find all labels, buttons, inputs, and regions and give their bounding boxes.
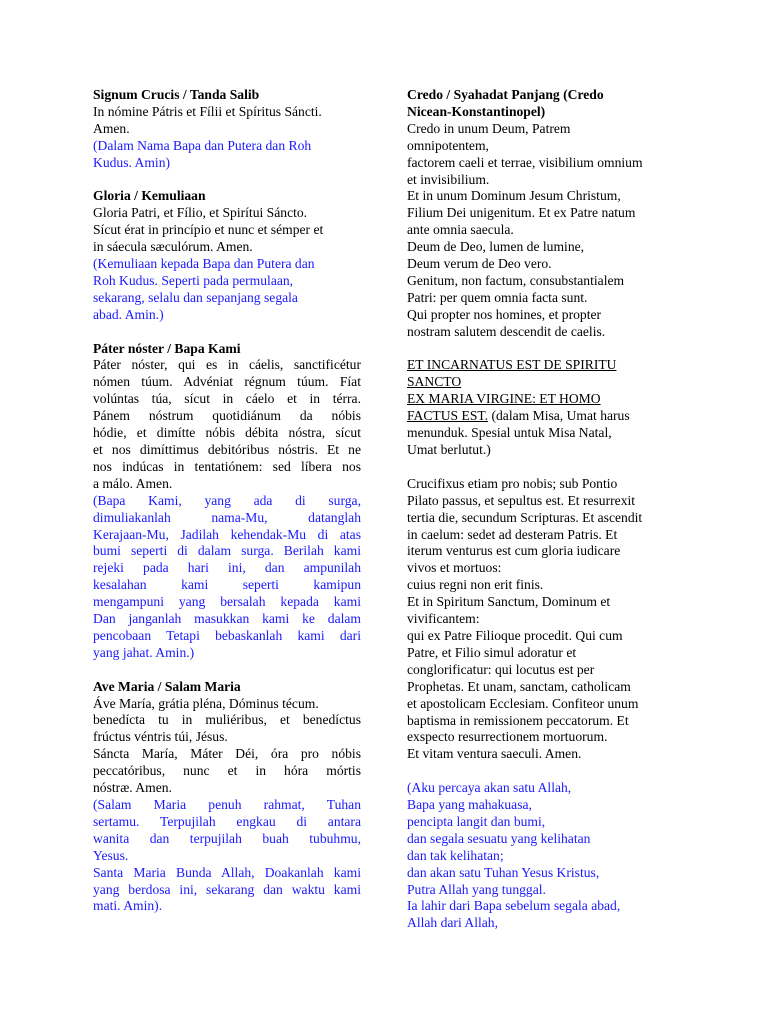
latin-line: Páter nóster, qui es in cáelis, sanctificétur	[93, 357, 361, 373]
latin-line: omnipotentem,	[407, 137, 489, 153]
translation-line: Ia lahir dari Bapa sebelum segala abad,	[407, 898, 621, 914]
translation-line: dimuliakanlah nama-Mu, datanglah	[93, 509, 361, 525]
translation-line: pencipta langit dan bumi,	[407, 813, 546, 829]
translation-line: sertamu. Terpujilah engkau di antara	[93, 813, 361, 829]
translation-line: yang jahat. Amin.)	[93, 644, 195, 660]
latin-line: nos indúcas in tentatiónem: sed líbera nos	[93, 458, 361, 474]
translation-line: rejeki pada hari ini, dan ampunilah	[93, 560, 361, 576]
latin-line: et invisibilium.	[407, 171, 490, 187]
translation-line: (Bapa Kami, yang ada di surga,	[93, 492, 361, 508]
latin-line: Pánem nóstrum quotidiánum da nóbis	[93, 408, 361, 424]
translation-line: (Dalam Nama Bapa dan Putera dan Roh	[93, 137, 312, 153]
section-title-gloria: Gloria / Kemuliaan	[93, 188, 206, 204]
latin-line: Et vitam ventura saeculi. Amen.	[407, 746, 582, 762]
latin-line: et apostolicam Ecclesiam. Confiteor unum	[407, 695, 639, 711]
section-title-ave: Ave Maria / Salam Maria	[93, 678, 241, 694]
translation-line: Roh Kudus. Seperti pada permulaan,	[93, 272, 294, 288]
incarnatus-line: ET INCARNATUS EST DE SPIRITU	[407, 357, 617, 373]
latin-line: Deum de Deo, lumen de lumine,	[407, 239, 585, 255]
latin-line: In nómine Pátris et Fílii et Spíritus Sáncti.	[93, 103, 322, 119]
incarnatus-note: (dalam Misa, Umat harus	[488, 408, 630, 424]
incarnatus-line: EX MARIA VIRGINE: ET HOMO	[407, 391, 601, 407]
latin-line: hódie, et dimítte nóbis débita nóstra, sícut	[93, 425, 361, 441]
section-title-signum: Signum Crucis / Tanda Salib	[93, 87, 260, 102]
section-title-credo: Nicean-Konstantinopel)	[407, 103, 546, 119]
latin-line: vivificantem:	[407, 611, 480, 627]
latin-line: volúntas túa, sícut in cáelo et in térra.	[93, 391, 361, 407]
latin-line: Áve María, grátia pléna, Dóminus técum.	[93, 695, 319, 711]
latin-line: Crucifixus etiam pro nobis; sub Pontio	[407, 475, 618, 491]
latin-line: iterum venturus est cum gloria iudicare	[407, 543, 621, 559]
latin-line: Qui propter nos homines, et propter	[407, 306, 602, 322]
latin-line: baptisma in remissionem peccatorum. Et	[407, 712, 629, 728]
translation-line: mengampuni yang bersalah kepada kami	[93, 594, 361, 610]
translation-line: Santa Maria Bunda Allah, Doakanlah kami	[93, 864, 361, 880]
incarnatus-note: Umat berlutut.)	[407, 442, 491, 458]
latin-line: Patre, et Filio simul adoratur et	[407, 644, 577, 660]
latin-line: Sáncta María, Máter Déi, óra pro nóbis	[93, 746, 361, 762]
translation-line: Dan janganlah masukkan kami ke dalam	[93, 611, 361, 627]
translation-line: wanita dan terpujilah buah tubuhmu,	[93, 830, 361, 846]
translation-line: Yesus.	[93, 847, 129, 863]
latin-line: Gloria Patri, et Fílio, et Spirítui Sáncto.	[93, 205, 308, 221]
latin-line: in caelum: sedet ad desteram Patris. Et	[407, 526, 618, 542]
translation-line: (Kemuliaan kepada Bapa dan Putera dan	[93, 256, 315, 272]
incarnatus-note: menunduk. Spesial untuk Misa Natal,	[407, 425, 612, 441]
right-column	[407, 87, 678, 932]
translation-line: Allah dari Allah,	[407, 915, 498, 931]
translation-line: abad. Amin.)	[93, 306, 164, 322]
latin-line: Pilato passus, et sepultus est. Et resurrexit	[407, 492, 636, 508]
latin-line: Prophetas. Et unam, sanctam, catholicam	[407, 678, 631, 694]
incarnatus-line	[407, 408, 678, 425]
left-column	[93, 87, 361, 915]
latin-line: qui ex Patre Filioque procedit. Qui cum	[407, 627, 623, 643]
latin-line: Credo in unum Deum, Patrem	[407, 120, 571, 136]
translation-line: Kudus. Amin)	[93, 154, 171, 170]
latin-line: Patri: per quem omnia facta sunt.	[407, 289, 588, 305]
translation-line: bumi seperti di dalam surga. Berilah kami	[93, 543, 361, 559]
translation-line: (Aku percaya akan satu Allah,	[407, 780, 572, 796]
translation-line: dan tak kelihatan;	[407, 847, 504, 863]
latin-line: ante omnia saecula.	[407, 222, 514, 238]
translation-line: dan akan satu Tuhan Yesus Kristus,	[407, 864, 600, 880]
translation-line: sekarang, selalu dan sepanjang segala	[93, 289, 298, 305]
translation-line: kesalahan kami seperti kamipun	[93, 577, 361, 593]
translation-line: Bapa yang mahakuasa,	[407, 797, 532, 813]
translation-line: pencobaan Tetapi bebaskanlah kami dari	[93, 627, 361, 643]
incarnatus-underlined: FACTUS EST.	[407, 408, 489, 424]
latin-line: factorem caeli et terrae, visibilium omnium	[407, 154, 643, 170]
translation-line: mati. Amin).	[93, 898, 163, 914]
latin-line: frúctus véntris túi, Jésus.	[93, 729, 228, 745]
translation-line: Kerajaan-Mu, Jadilah kehendak-Mu di atas	[93, 526, 361, 542]
latin-line: Et in Spiritum Sanctum, Dominum et	[407, 594, 611, 610]
latin-line: nóstræ. Amen.	[93, 780, 172, 796]
latin-line: benedícta tu in muliéribus, et benedíctus	[93, 712, 361, 728]
latin-line: exspecto resurrectionem mortuorum.	[407, 729, 608, 745]
latin-line: a málo. Amen.	[93, 475, 173, 491]
latin-line: nostram salutem descendit de caelis.	[407, 323, 606, 339]
latin-line: vivos et mortuos:	[407, 560, 502, 576]
latin-line: Et in unum Dominum Jesum Christum,	[407, 188, 621, 204]
latin-line: Deum verum de Deo vero.	[407, 256, 552, 272]
latin-line: peccatóribus, nunc et in hóra mórtis	[93, 763, 361, 779]
latin-line: Sícut érat in princípio et nunc et sémper et	[93, 222, 324, 238]
latin-line: nómen túum. Advéniat régnum túum. Fíat	[93, 374, 361, 390]
translation-line: (Salam Maria penuh rahmat, Tuhan	[93, 797, 361, 813]
latin-line: Amen.	[93, 120, 130, 136]
section-title-pater: Páter nóster / Bapa Kami	[93, 340, 241, 356]
translation-line: yang berdosa ini, sekarang dan waktu kami	[93, 881, 361, 897]
latin-line: cuius regni non erit finis.	[407, 577, 544, 593]
translation-line: Putra Allah yang tunggal.	[407, 881, 546, 897]
translation-line: dan segala sesuatu yang kelihatan	[407, 830, 591, 846]
incarnatus-line: SANCTO	[407, 374, 462, 390]
latin-line: Genitum, non factum, consubstantialem	[407, 272, 625, 288]
latin-line: in sáecula sæculórum. Amen.	[93, 239, 253, 255]
latin-line: tertia die, secundum Scripturas. Et ascendit	[407, 509, 643, 525]
latin-line: et nos dimíttimus debitóribus nóstris. Et ne	[93, 442, 361, 457]
latin-line: Filium Dei unigenitum. Et ex Patre natum	[407, 205, 636, 221]
latin-line: conglorificatur: qui locutus est per	[407, 661, 595, 677]
section-title-credo: Credo / Syahadat Panjang (Credo	[407, 87, 604, 102]
